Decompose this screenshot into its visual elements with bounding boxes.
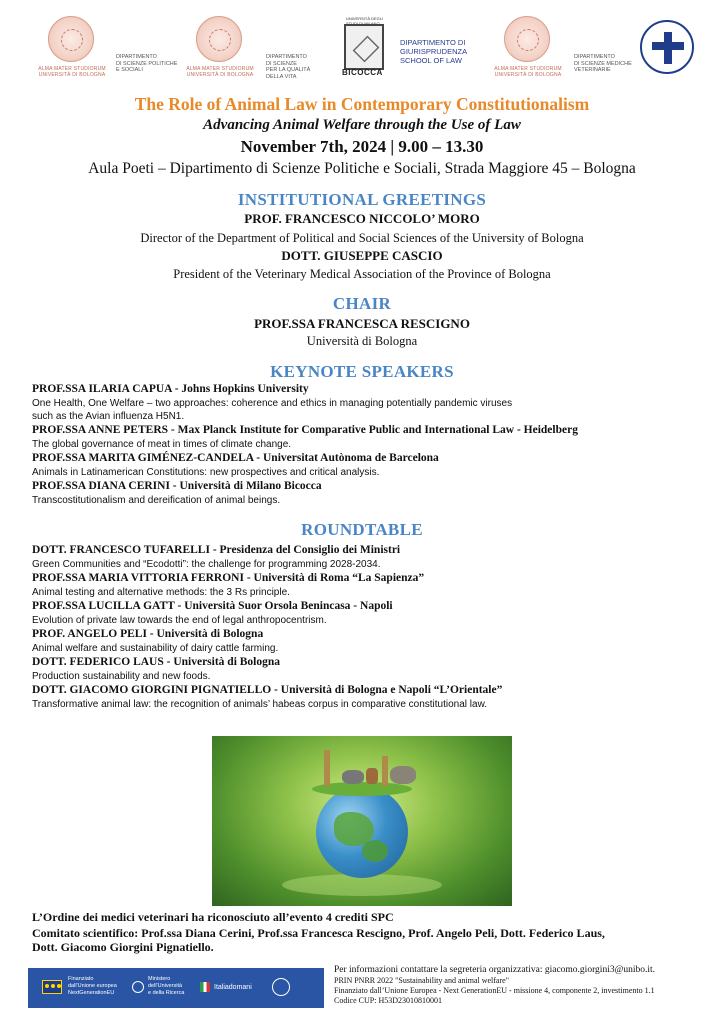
unibo-seal-icon [196, 16, 242, 62]
list-item [32, 382, 692, 423]
speaker-topic: Production sustainability and new foods. [32, 671, 211, 682]
speaker-topic: Animal welfare and sustainability of dairy cattle farming. [32, 643, 279, 654]
speaker-name: PROF. ANGELO PELI - Università di Bologna [32, 628, 264, 640]
deer-icon [366, 768, 378, 784]
globe-land [362, 840, 388, 862]
vet-order-logo-icon [640, 20, 694, 74]
event-subtitle: Advancing Animal Welfare through the Use of Law [203, 117, 521, 133]
info-contact: Per informazioni contattare la segreteria organizzativa: giacomo.giorgini3@unibo.it. [334, 965, 656, 975]
seal-text-2: ALMA MATER STUDIORUM UNIVERSITÀ DI BOLOGNA [186, 66, 254, 78]
speaker-topic: Transformative animal law: the recognition of animals’ habeas corpus in comparative constitutional law. [32, 699, 488, 710]
greetings-role-1: Director of the Department of Political and Social Sciences of the University of Bologna [140, 231, 584, 245]
contact-info [334, 965, 704, 1006]
unibo-seal-icon [48, 16, 94, 62]
roundtable-heading: ROUNDTABLE [301, 520, 423, 539]
speaker-name: DOTT. FEDERICO LAUS - Università di Bologna [32, 656, 281, 668]
speaker-topic: Transcostitutionalism and dereification of animal beings. [32, 495, 281, 506]
committee-text-cont: Dott. Giacomo Giorgini Pignatiello. [32, 940, 214, 954]
dept-political-text: DIPARTIMENTO DI SCIENZE POLITICHE E SOCIALI [116, 54, 178, 73]
speaker-name: PROF.SSA MARIA VITTORIA FERRONI - Università di Roma “La Sapienza” [32, 572, 425, 584]
elephant-icon [390, 766, 416, 784]
list-item [32, 571, 692, 599]
giraffe-icon [324, 750, 330, 786]
list-item [32, 655, 692, 683]
keynote-list [32, 382, 692, 507]
italia-label: Italiadomani [214, 984, 252, 991]
unibo-seal-icon [504, 16, 550, 62]
ministry-emblem-icon [132, 981, 144, 993]
eu-label: Finanziato dall'Unione europea NextGenerationEU [68, 976, 117, 996]
dept-quality-text: DIPARTIMENTO DI SCIENZE PER LA QUALITÀ DELLA VITA [266, 54, 311, 80]
speaker-name: PROF.SSA ILARIA CAPUA - Johns Hopkins University [32, 383, 309, 395]
seal-text-3: ALMA MATER STUDIORUM UNIVERSITÀ DI BOLOGNA [494, 66, 562, 78]
rhino-icon [342, 770, 364, 784]
list-item [32, 627, 692, 655]
greetings-person-1: PROF. FRANCESCO NICCOLO’ MORO [244, 211, 480, 226]
unibo-seal-logo-2 [178, 16, 262, 78]
chair-person: PROF.SSA FRANCESCA RESCIGNO [254, 316, 470, 331]
info-prin: PRIN PNRR 2022 "Sustainability and animal welfare" [334, 976, 509, 985]
speaker-topic: Animal testing and alternative methods: the 3 Rs principle. [32, 587, 290, 598]
speaker-topic: Animals in Latinamerican Constitutions: new prospectives and critical analysis. [32, 467, 380, 478]
header-logos [30, 16, 700, 80]
chair-heading: CHAIR [332, 294, 392, 313]
speaker-topic-cont: such as the Avian influenza H5N1. [32, 411, 185, 422]
speaker-name: PROF.SSA MARITA GIMÉNEZ-CANDELA - Universitat Autònoma de Barcelona [32, 452, 439, 464]
greetings-heading: INSTITUTIONAL GREETINGS [237, 190, 487, 209]
speaker-name: DOTT. GIACOMO GIORGINI PIGNATIELLO - Università di Bologna e Napoli “L’Orientale” [32, 684, 503, 696]
speaker-topic: Green Communities and “Ecodotti”: the challenge for programming 2028-2034. [32, 559, 381, 570]
speaker-topic: Evolution of private law towards the end of legal anthropocentrism. [32, 615, 327, 626]
eu-flag-icon [42, 980, 62, 994]
speaker-name: PROF.SSA DIANA CERINI - Università di Milano Bicocca [32, 480, 322, 492]
greetings-person-2: DOTT. GIUSEPPE CASCIO [281, 248, 443, 263]
list-item [32, 451, 692, 479]
event-date: November 7th, 2024 | 9.00 – 13.30 [240, 137, 484, 156]
list-item [32, 423, 692, 451]
bicocca-top-text: UNIVERSITÀ DEGLI [346, 16, 384, 21]
info-cup: Codice CUP: H53D23010810001 [334, 996, 442, 1005]
speaker-name: PROF.SSA LUCILLA GATT - Università Suor Orsola Benincasa - Napoli [32, 600, 393, 612]
law-dept-text: DIPARTIMENTO DI GIURISPRUDENZA SCHOOL OF LAW [400, 38, 468, 65]
giraffe-icon [382, 756, 388, 786]
funding-logos-bar [28, 968, 324, 1008]
greetings-role-2: President of the Veterinary Medical Association of the Province of Bologna [173, 267, 551, 281]
unibo-seal-logo-1 [30, 16, 114, 78]
roundtable-list [32, 543, 692, 711]
animals-globe-image [212, 736, 512, 906]
list-item [32, 479, 692, 507]
event-venue: Aula Poeti – Dipartimento di Scienze Politiche e Sociali, Strada Maggiore 45 – Bologna [88, 160, 636, 177]
keynote-heading: KEYNOTE SPEAKERS [270, 362, 454, 381]
speaker-name: DOTT. FRANCESCO TUFARELLI - Presidenza del Consiglio dei Ministri [32, 544, 401, 556]
italia-flag-icon [200, 982, 210, 992]
list-item [32, 543, 692, 571]
list-item [32, 599, 692, 627]
speaker-name: PROF.SSA ANNE PETERS - Max Planck Institute for Comparative Public and International Law - Heidelberg [32, 424, 578, 436]
event-title: The Role of Animal Law in Contemporary Constitutionalism [134, 94, 590, 114]
ministry-label: Ministero dell'Università e della Ricerca [148, 976, 185, 996]
unibo-seal-logo-3 [486, 16, 570, 78]
bicocca-name: BICOCCA [342, 68, 383, 77]
seal-text-1: ALMA MATER STUDIORUM UNIVERSITÀ DI BOLOGNA [38, 66, 106, 78]
committee-text: Comitato scientifico: Prof.ssa Diana Cerini, Prof.ssa Francesca Rescigno, Prof. Angelo Peli, Dott. Federico Laus, [32, 926, 605, 940]
bicocca-logo-icon [344, 24, 384, 70]
credits-text: L’Ordine dei medici veterinari ha riconosciuto all’evento 4 crediti SPC [32, 910, 394, 924]
speaker-topic: The global governance of meat in times of climate change. [32, 439, 292, 450]
chair-affiliation: Università di Bologna [306, 334, 418, 348]
list-item [32, 683, 692, 711]
republic-emblem-icon [272, 978, 290, 996]
info-funding: Finanziato dall’Unione Europea - Next GenerationEU - missione 4, componente 2, investimento 1.1 [334, 986, 655, 995]
speaker-topic: One Health, One Welfare – two approaches: coherence and ethics in managing potentially pandemic viruses [32, 398, 513, 409]
dept-biomed-text: DIPARTIMENTO DI SCIENZE MEDICHE VETERINARIE [574, 54, 632, 73]
